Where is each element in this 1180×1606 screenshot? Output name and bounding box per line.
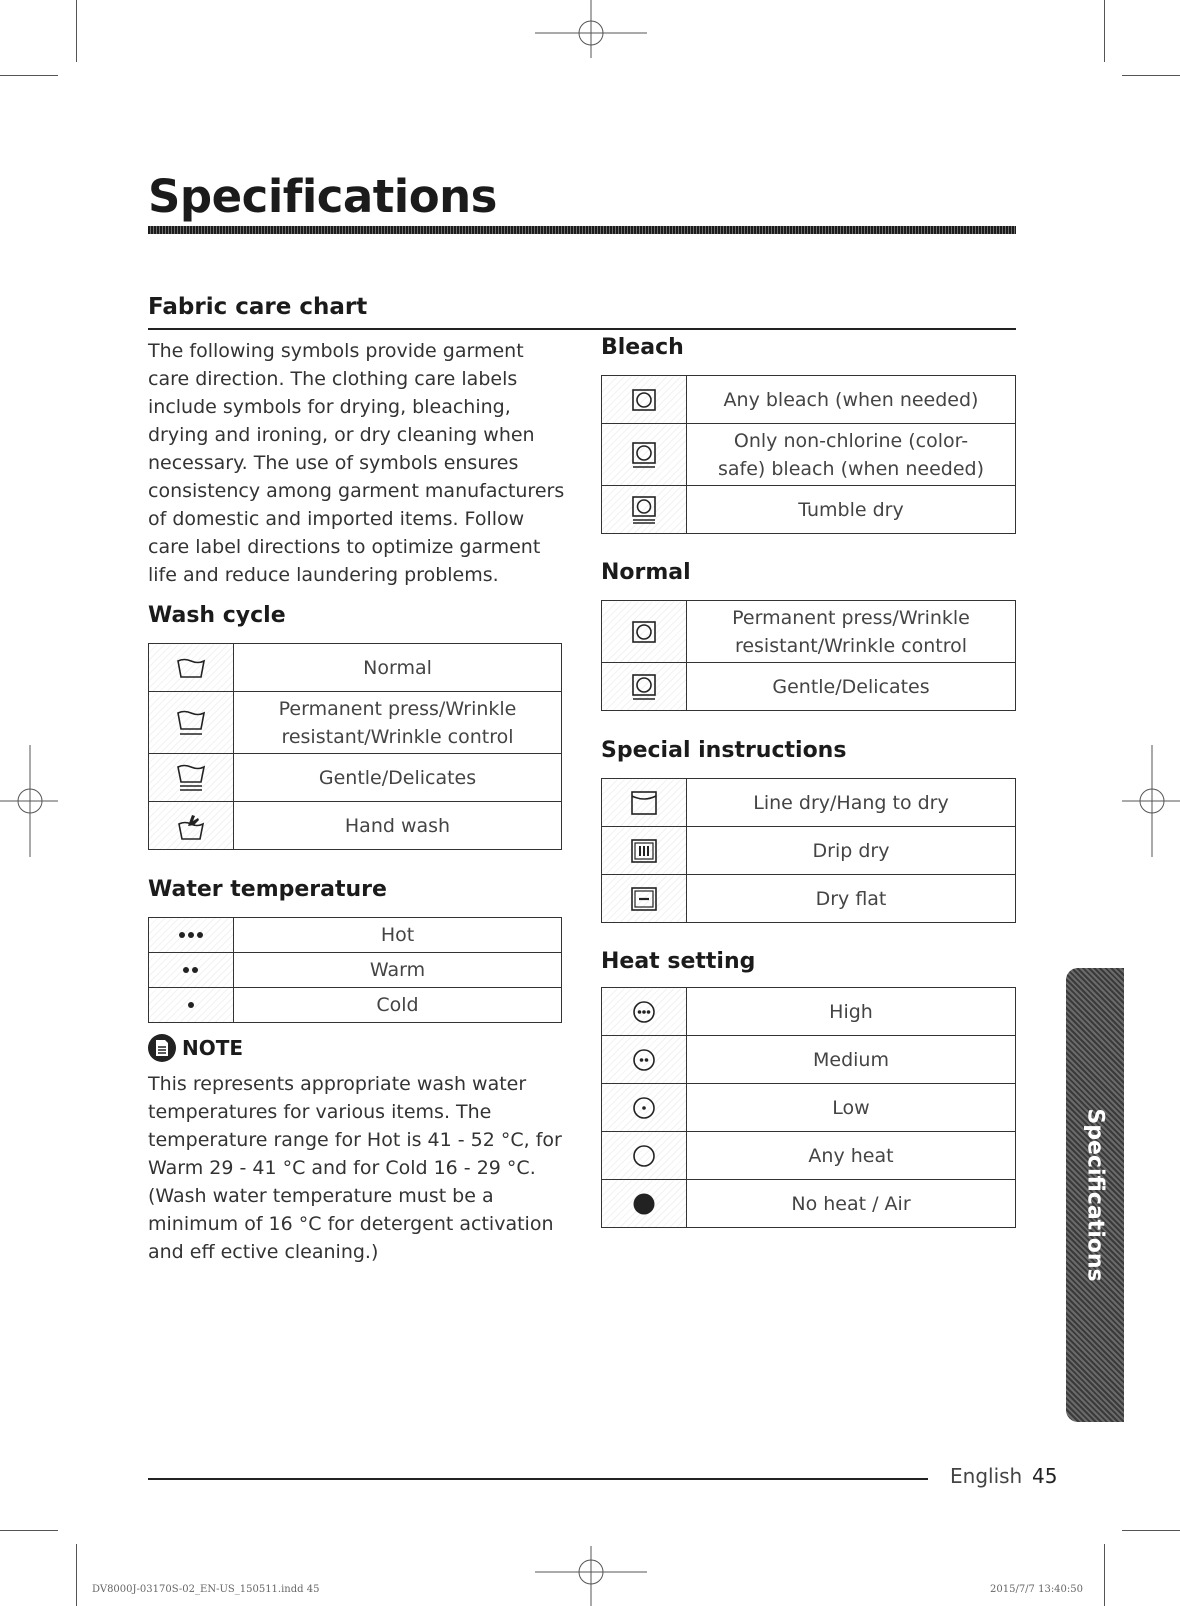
symbol-cell [602,779,687,827]
title-rule [148,226,1016,234]
table-row [602,827,1016,875]
wash-cycle-heading: Wash cycle [148,603,286,628]
symbol-cell [149,754,234,802]
drip-dry-icon [630,838,658,864]
table-row [602,988,1016,1036]
symbol-cell [602,376,687,424]
label-cell: Hot [234,918,562,953]
one-dot-icon [186,1000,196,1010]
table-row [149,953,562,988]
symbol-cell [149,918,234,953]
label-cell: Gentle/Delicates [234,754,562,802]
bleach-table [601,375,1016,534]
label-cell: Cold [234,988,562,1023]
label-cell: Any heat [687,1132,1016,1180]
washtub-icon [176,657,206,679]
crop-mark [0,1530,58,1531]
tumble-dry-bar-icon [631,673,657,701]
wash-cycle-table [148,643,562,850]
table-row [149,754,562,802]
heat-setting-table [601,987,1016,1228]
imprint-date: 2015/7/7 13:40:50 [990,1584,1084,1595]
table-row [149,692,562,754]
label-cell: Dry flat [687,875,1016,923]
page-title: Specifications [148,170,497,223]
section-title: Fabric care chart [148,294,368,320]
symbol-cell [149,644,234,692]
symbol-cell [149,988,234,1023]
section-rule [148,328,1016,330]
crop-mark [76,1544,77,1606]
table-row [602,486,1016,534]
symbol-cell [149,802,234,850]
note-text: This represents appropriate wash water temperatures for various items. The temperature range for Hot is 41 - 52 °C, for Warm 29 - 41 °C and for Cold 16 - 29 °C. (Wash water temperature must be a minimum of 16 °C for detergent activation and eff ective cleaning.) [148,1073,562,1263]
two-dots-icon [180,965,202,975]
registration-mark-right [1122,745,1180,857]
table-row [602,875,1016,923]
intro-text: The following symbols provide garment care direction. The clothing care labels include symbols for drying, bleaching, drying and ironing, or dry cleaning when necessary. The use of symbols ensures consistency among garment manufacturers of domestic and imported items. Follow care label directions to optimize garment life and reduce laundering problems. [148,340,565,586]
table-row [149,918,562,953]
water-temperature-heading: Water temperature [148,877,387,902]
bleach-heading: Bleach [601,335,684,360]
circle-two-dots-icon [631,1047,657,1073]
side-tab-label: Specifications [1082,1108,1108,1282]
footer-rule [148,1478,928,1480]
crop-mark [1122,75,1180,76]
symbol-cell [602,1084,687,1132]
filled-circle-icon [631,1191,657,1217]
label-cell: Medium [687,1036,1016,1084]
registration-mark-top [535,0,647,62]
note-body [148,1070,568,1266]
dry-flat-icon [630,886,658,912]
intro-paragraph [148,337,568,589]
normal-table [601,600,1016,711]
table-row [602,601,1016,663]
circle-one-dot-icon [631,1095,657,1121]
crop-mark [1122,1530,1180,1531]
label-cell: Permanent press/Wrinkle resistant/Wrinkle control [687,601,1016,663]
symbol-cell [602,663,687,711]
symbol-cell [602,486,687,534]
crop-mark [1104,1544,1105,1606]
table-row [149,988,562,1023]
table-row [149,802,562,850]
table-row [602,779,1016,827]
symbol-cell [602,1132,687,1180]
footer-language: English [950,1464,1023,1488]
symbol-cell [149,692,234,754]
special-instructions-heading: Special instructions [601,738,847,763]
normal-heading: Normal [601,560,691,585]
label-cell: Any bleach (when needed) [687,376,1016,424]
chapter-side-tab [1066,968,1124,1422]
symbol-cell [602,988,687,1036]
label-cell: Normal [234,644,562,692]
imprint-file: DV8000J-03170S-02_EN-US_150511.indd 45 [92,1584,320,1595]
tumble-dry-icon [631,620,657,644]
tumble-dry-icon [631,388,657,412]
note-icon [148,1034,176,1062]
heat-setting-heading: Heat setting [601,949,756,974]
label-cell: No heat / Air [687,1180,1016,1228]
label-cell: Tumble dry [687,486,1016,534]
hand-wash-icon [176,811,206,841]
note-label: NOTE [182,1036,244,1060]
table-row [149,644,562,692]
label-cell: Line dry/Hang to dry [687,779,1016,827]
note-header [148,1034,243,1062]
table-row [602,1036,1016,1084]
tumble-dry-two-bars-icon [631,495,657,525]
registration-mark-left [0,745,58,857]
symbol-cell [602,601,687,663]
table-row [602,424,1016,486]
registration-mark-bottom [535,1544,647,1606]
crop-mark [1104,0,1105,62]
washtub-two-bars-icon [176,763,206,793]
table-row [602,663,1016,711]
symbol-cell [602,1180,687,1228]
label-cell: Only non-chlorine (color-safe) bleach (when needed) [687,424,1016,486]
water-temperature-table [148,917,562,1023]
crop-mark [0,75,58,76]
tumble-dry-one-bar-icon [631,441,657,469]
table-row [602,1180,1016,1228]
washtub-one-bar-icon [176,709,206,737]
table-row [602,1132,1016,1180]
symbol-cell [602,827,687,875]
line-dry-icon [630,790,658,816]
symbol-cell [602,1036,687,1084]
table-row [602,376,1016,424]
symbol-cell [602,875,687,923]
label-cell: High [687,988,1016,1036]
label-cell: Low [687,1084,1016,1132]
label-cell: Gentle/Delicates [687,663,1016,711]
symbol-cell [149,953,234,988]
label-cell: Hand wash [234,802,562,850]
empty-circle-icon [631,1143,657,1169]
three-dots-icon [176,930,206,940]
label-cell: Permanent press/Wrinkle resistant/Wrinkle control [234,692,562,754]
symbol-cell [602,424,687,486]
label-cell: Drip dry [687,827,1016,875]
table-row [602,1084,1016,1132]
circle-three-dots-icon [631,999,657,1025]
special-instructions-table [601,778,1016,923]
page-number: 45 [1032,1464,1058,1488]
label-cell: Warm [234,953,562,988]
crop-mark [76,0,77,62]
